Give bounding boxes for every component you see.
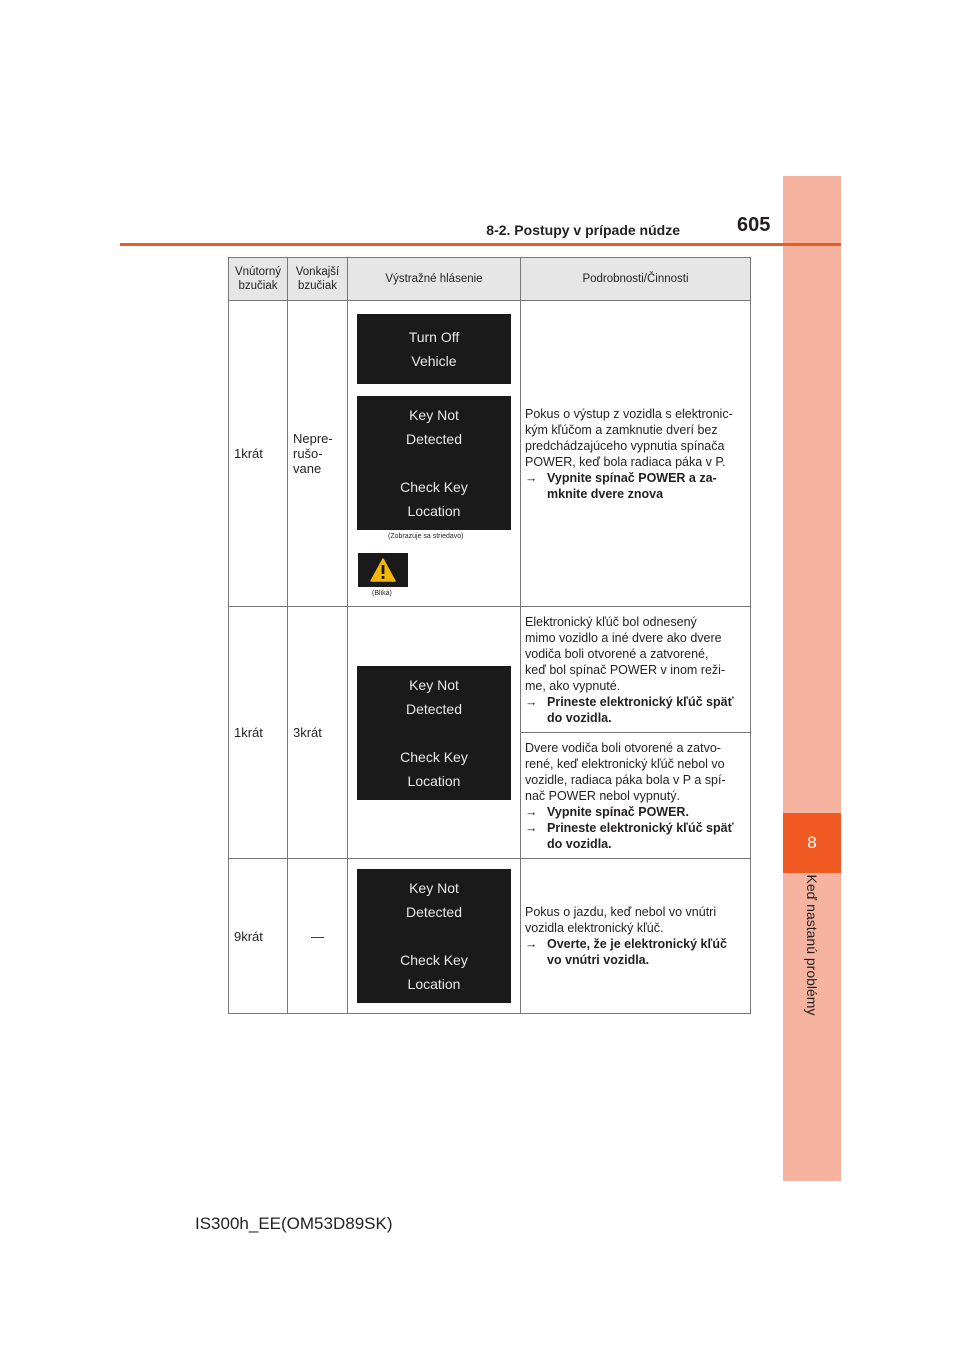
screen-text: Detected — [405, 430, 463, 447]
header-external-buzzer: Vonkajší bzučiak — [288, 258, 348, 301]
details-cell — [521, 733, 751, 859]
warning-message-table — [228, 257, 751, 1014]
action-line — [525, 804, 746, 820]
screen-text: Turn Off — [408, 328, 460, 345]
arrow-icon: → — [525, 470, 538, 485]
details-cell — [521, 607, 751, 733]
action-line — [525, 820, 746, 852]
screen-text: Check Key — [400, 478, 468, 495]
screen-text: Key Not — [409, 406, 459, 423]
screen-text: Key Not — [409, 880, 459, 896]
table-row — [229, 607, 751, 733]
action-line — [525, 694, 746, 726]
screen-text: Check Key — [400, 748, 468, 765]
action-text: Vypnite spínač POWER a za- mknite dvere znova — [547, 470, 717, 501]
chapter-side-band — [783, 176, 841, 1181]
page-number: 605 — [737, 214, 771, 236]
action-text: Overte, že je elektronický kľúč vo vnútri vozidla. — [547, 937, 727, 967]
screen-text: Detected — [405, 904, 463, 920]
internal-buzzer-count: 9krát — [229, 859, 288, 1014]
section-title: 8-2. Postupy v prípade núdze — [486, 222, 680, 238]
message-display-cell — [348, 859, 521, 1014]
screen-text: Check Key — [400, 952, 468, 968]
table-header-row — [229, 258, 751, 301]
screen-text: Vehicle — [411, 352, 457, 369]
chapter-title: Keď nastanú problémy — [804, 874, 820, 1016]
table-row — [229, 301, 751, 607]
internal-buzzer-count: 1krát — [229, 301, 288, 607]
action-line — [525, 470, 746, 502]
detail-text: Elektronický kľúč bol odnesený mimo vozidlo a iné dvere ako dvere vodiča boli otvorené a zatvorené, keď bol spínač POWER v inom reži- me, ako vypnuté. — [525, 614, 726, 693]
action-text: Prineste elektronický kľúč späť do vozidla. — [547, 694, 734, 725]
external-buzzer-count: Nepre- rušo- vane — [288, 301, 348, 607]
header-warning-message: Výstražné hlásenie — [348, 258, 521, 301]
arrow-icon: → — [525, 937, 538, 951]
warning-triangle-icon — [358, 553, 408, 587]
chapter-number-tab — [783, 813, 841, 873]
detail-text: Pokus o výstup z vozidla s elektronic- kým kľúčom a zamknutie dverí bez predchádzajúceho vypnutia spínača POWER, keď bola radiaca páka v P. — [525, 406, 733, 469]
screen-text: Detected — [405, 700, 463, 717]
action-line — [525, 936, 746, 968]
external-buzzer-count: — — [288, 859, 348, 1014]
arrow-icon: → — [525, 804, 538, 819]
external-buzzer-count: 3krát — [288, 607, 348, 859]
footer-model-code: IS300h_EE(OM53D89SK) — [195, 1214, 393, 1233]
screen-text: Location — [407, 772, 461, 789]
display-screen-key-not-detected — [357, 396, 511, 530]
message-display-cell — [348, 301, 521, 607]
screen-text: Location — [407, 502, 461, 519]
details-cell — [521, 301, 751, 607]
arrow-icon: → — [525, 820, 538, 835]
screen-text: Location — [407, 976, 461, 992]
chapter-number: 8 — [807, 833, 817, 852]
header-internal-buzzer: Vnútorný bzučiak — [229, 258, 288, 301]
alternating-caption: (Zobrazuje sa striedavo) — [388, 532, 464, 540]
display-screen-turn-off — [357, 314, 511, 384]
action-text: Prineste elektronický kľúč späť do vozidla. — [547, 820, 734, 851]
table-row — [229, 859, 751, 1014]
detail-text: Dvere vodiča boli otvorené a zatvo- rené, keď elektronický kľúč nebol vo vozidle, radiaca páka bola v P a spí- nač POWER nebol vypnutý. — [525, 740, 726, 803]
display-screen-key-not-detected — [357, 869, 511, 1003]
header-rule — [120, 243, 841, 246]
details-cell — [521, 859, 751, 1014]
message-display-cell — [348, 607, 521, 859]
screen-text: Key Not — [409, 676, 459, 693]
detail-text: Pokus o jazdu, keď nebol vo vnútri vozidla elektronický kľúč. — [525, 905, 717, 935]
action-text: Vypnite spínač POWER. — [547, 804, 689, 819]
blink-caption: (Bliká) — [372, 589, 392, 597]
arrow-icon: → — [525, 694, 538, 709]
header-details: Podrobnosti/Činnosti — [521, 258, 751, 301]
internal-buzzer-count: 1krát — [229, 607, 288, 859]
display-screen-key-not-detected — [357, 666, 511, 800]
